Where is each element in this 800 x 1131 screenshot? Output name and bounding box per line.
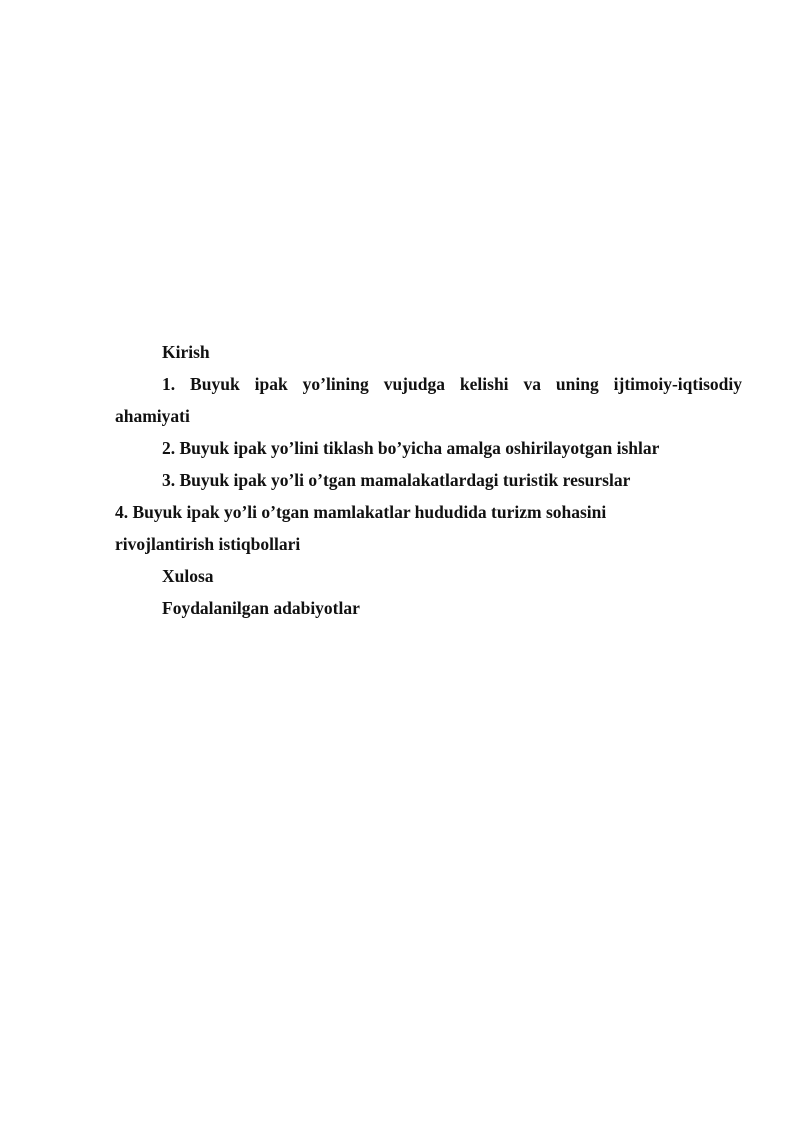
toc-item-1-line-1: 1. Buyuk ipak yo’lining vujudga kelishi va uning ijtimoiy-iqtisodiy <box>162 374 742 394</box>
toc-item-4-line-2: rivojlantirish istiqbollari <box>115 534 301 554</box>
table-of-contents <box>115 336 742 624</box>
toc-intro: Kirish <box>162 342 210 362</box>
toc-conclusion: Xulosa <box>162 566 214 586</box>
toc-item-2: 2. Buyuk ipak yo’lini tiklash bo’yicha amalga oshirilayotgan ishlar <box>162 438 660 458</box>
toc-item-4-line-1: 4. Buyuk ipak yo’li o’tgan mamlakatlar hududida turizm sohasini <box>115 502 607 522</box>
toc-references: Foydalanilgan adabiyotlar <box>162 598 360 618</box>
toc-item-1-line-2: ahamiyati <box>115 406 190 426</box>
toc-item-1 <box>115 368 742 432</box>
toc-item-3: 3. Buyuk ipak yo’li o’tgan mamalakatlardagi turistik resurslar <box>162 470 631 490</box>
